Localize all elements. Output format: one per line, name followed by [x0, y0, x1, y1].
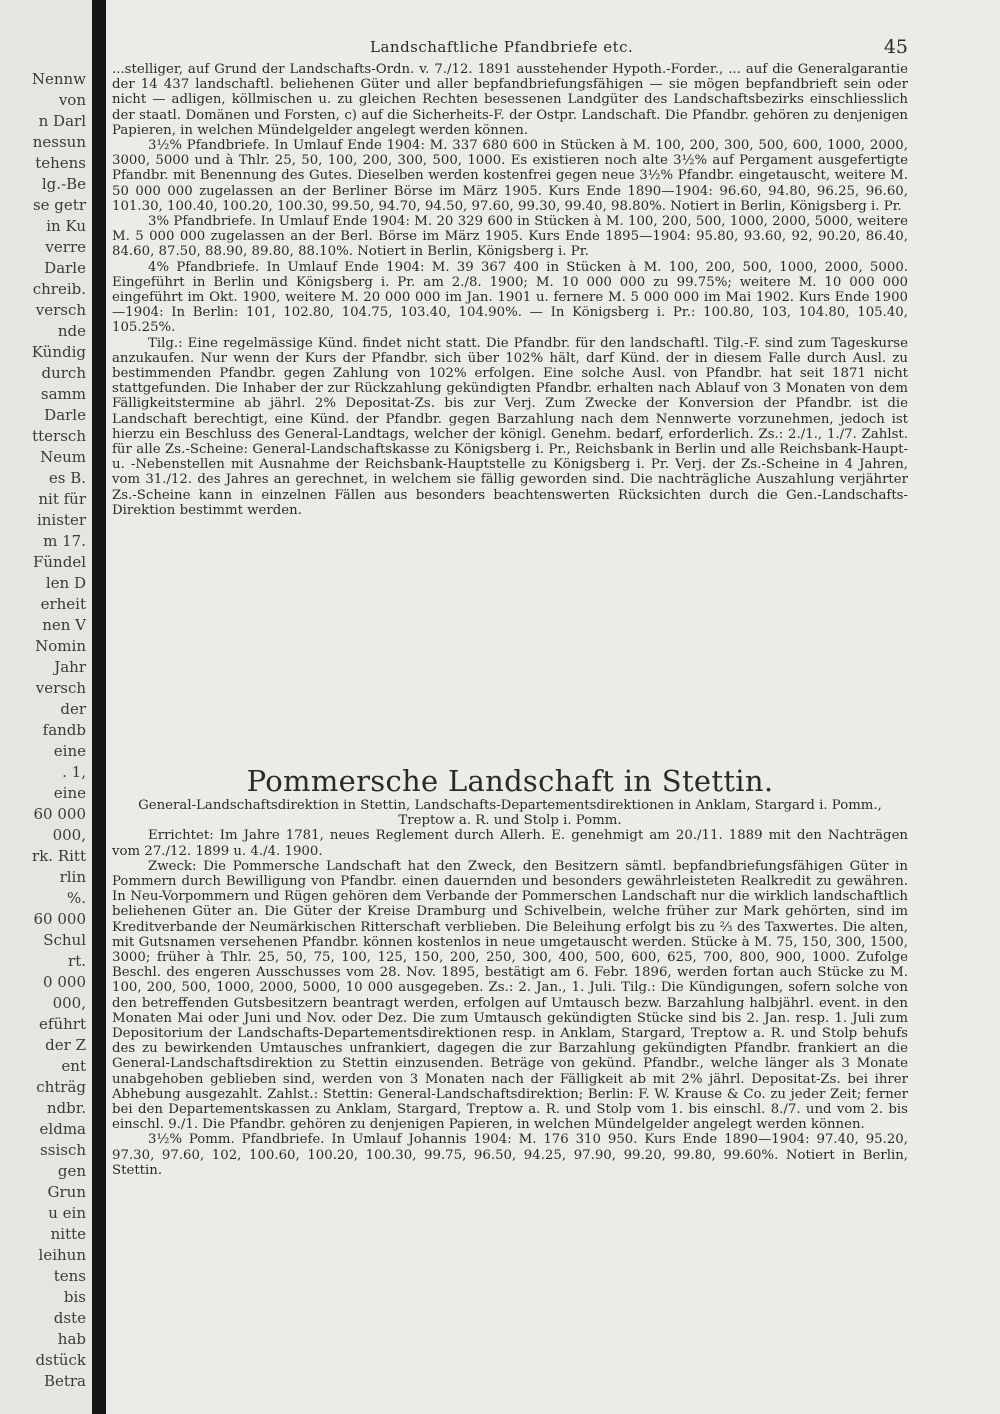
margin-fragment: leihun: [38, 1246, 86, 1264]
margin-fragment: gen: [57, 1162, 86, 1180]
margin-fragment: tens: [53, 1267, 86, 1285]
margin-fragment: eine: [53, 742, 86, 760]
margin-fragment: u ein: [48, 1204, 86, 1222]
running-header: [112, 38, 908, 62]
margin-fragment: 0 000: [43, 973, 86, 991]
margin-fragment: 000,: [52, 994, 86, 1012]
margin-fragment: ssisch: [40, 1141, 86, 1159]
pommersche-landschaft-section: [112, 798, 908, 1178]
margin-fragment: eführt: [39, 1015, 86, 1033]
margin-fragment: Darle: [44, 259, 86, 277]
margin-fragment: %.: [66, 889, 86, 907]
margin-fragment: es B.: [48, 469, 86, 487]
page-number: 45: [883, 36, 908, 58]
margin-fragment: Fündel: [32, 553, 86, 571]
margin-fragment: verre: [45, 238, 86, 256]
margin-fragment: der: [60, 700, 86, 718]
margin-fragment: Neum: [40, 448, 86, 466]
margin-fragment: Nomin: [35, 637, 86, 655]
margin-fragment: durch: [41, 364, 86, 382]
margin-fragment: der Z: [45, 1036, 86, 1054]
margin-fragment: tehens: [35, 154, 86, 172]
margin-fragment: chträg: [36, 1078, 86, 1096]
margin-fragment: 60 000: [33, 805, 86, 823]
pfandbriefe-3-paragraph: 3% Pfandbriefe. In Umlauf Ende 1904: M. 20 329 600 in Stücken à M. 100, 200, 500, 1000, 2000, 5000, weitere M. 5 000 000 zugelassen an der Berl. Börse im März 1905. Kurs Ende 1895—1904: 95.80, 93.60, 92, 90.20, 86.40, 84.60, 87.50, 88.90, 89.80, 88.10%. Notiert in Berlin, Königsberg i. Pr.: [112, 214, 908, 260]
margin-fragment: ent: [61, 1057, 86, 1075]
errichtet-paragraph: Errichtet: Im Jahre 1781, neues Reglement durch Allerh. E. genehmigt am 20./11. 1889 mit den Nachträgen vom 27./12. 1899 u. 4./4. 1900.: [112, 828, 908, 859]
tilgung-paragraph: Tilg.: Eine regelmässige Künd. findet nicht statt. Die Pfandbr. für den landschaftl. Tilg.-F. sind zum Tageskurse anzukaufen. Nur wenn der Kurs der Pfandbr. sich über 102% hält, darf Künd. der in diesem Falle durch Ausl. zu bestimmenden Pfandbr. gegen Zahlung von 102% erfolgen. Eine solche Ausl. von Pfandbr. hat seit 1871 nicht stattgefunden. Die Inhaber der zur Rückzahlung gekündigten Pfandbr. erhalten nach Ablauf von 3 Monaten von dem Fälligkeitstermine ab jährl. 2% Depositat-Zs. bis zur Verj. Zum Zwecke der Konversion der Pfandbr. ist die Landschaft berechtigt, eine Künd. der Pfandbr. gegen Barzahlung nach dem Nennwerte vorzunehmen, jedoch ist hierzu ein Beschluss des General-Landtags, welcher der königl. Genehm. bedarf, erforderlich. Zs.: 2./1., 1./7. Zahlst. für alle Zs.-Scheine: General-Landschaftskasse zu Königsberg i. Pr., Reichsbank in Berlin und alle Reichsbank-Haupt- u. -Nebenstellen mit Ausnahme der Reichsbank-Hauptstelle zu Königsberg i. Pr. Verj. der Zs.-Scheine in 4 Jahren, vom 31./12. des Jahres an gerechnet, in welchem sie fällig geworden sind. Die nachträgliche Auszahlung verjährter Zs.-Scheine kann in einzelnen Fällen aus besonders beachtenswerten Rücksichten durch die Gen.-Landschafts-Direktion bestimmt werden.: [112, 335, 908, 518]
pfandbriefe-3-5-paragraph: 3½% Pfandbriefe. In Umlauf Ende 1904: M. 337 680 600 in Stücken à M. 100, 200, 300, 500, 600, 1000, 2000, 3000, 5000 und à Thlr. 25, 50, 100, 200, 300, 500, 1000. Es existieren noch alte 3½% auf Pergament ausgefertigte Pfandbr. mit Benennung des Gutes. Dieselben werden kostenfrei gegen neue 3½% Pfandbr. eingetauscht, weitere M. 50 000 000 zugelassen an der Berliner Börse im März 1905. Kurs Ende 1890—1904: 96.60, 94.80, 96.25, 96.60, 101.30, 100.40, 100.20, 100.30, 99.50, 94.70, 94.50, 97.60, 99.30, 99.40, 98.80%. Notiert in Berlin, Königsberg i. Pr.: [112, 138, 908, 214]
margin-fragment: . 1,: [62, 763, 86, 781]
section-title: Pommersche Landschaft in Stettin.: [246, 764, 774, 798]
margin-fragment: lg.-Be: [41, 175, 86, 193]
margin-fragment: inister: [36, 511, 86, 529]
margin-fragment: ttersch: [32, 427, 86, 445]
margin-fragment: versch: [35, 301, 86, 319]
margin-fragment: rlin: [59, 868, 86, 886]
margin-fragment: Jahr: [54, 658, 86, 676]
margin-fragment: dstück: [35, 1351, 86, 1369]
margin-fragment: Grun: [47, 1183, 86, 1201]
margin-fragment: nitte: [50, 1225, 86, 1243]
margin-fragment: eldma: [39, 1120, 86, 1138]
margin-fragment: m 17.: [43, 532, 86, 550]
margin-fragment: 60 000: [33, 910, 86, 928]
binding-shadow: [92, 0, 106, 1414]
margin-fragment: bis: [63, 1288, 86, 1306]
margin-fragment: nen V: [42, 616, 86, 634]
running-title: Landschaftliche Pfandbriefe etc.: [370, 38, 634, 56]
margin-fragment: in Ku: [46, 217, 86, 235]
margin-fragment: fandb: [42, 721, 86, 739]
pomm-pfandbriefe-paragraph: 3½% Pomm. Pfandbriefe. In Umlauf Johannis 1904: M. 176 310 950. Kurs Ende 1890—1904: 97.40, 95.20, 97.30, 97.60, 102, 100.60, 100.20, 100.30, 99.75, 96.50, 94.25, 97.90, 99.20, 99.80, 99.60%. Notiert in Berlin, Stettin.: [112, 1132, 908, 1178]
section-subtitle: General-Landschaftsdirektion in Stettin, Landschafts-Departementsdirektionen in Anklam, Stargard i. Pomm., Treptow a. R. und Stolp i. Pomm.: [138, 798, 882, 829]
pfandbriefe-4-paragraph: 4% Pfandbriefe. In Umlauf Ende 1904: M. 39 367 400 in Stücken à M. 100, 200, 500, 1000, 2000, 5000. Eingeführt in Berlin und Königsberg i. Pr. am 2./8. 1900; M. 10 000 000 zu 99.75%; weitere M. 10 000 000 eingeführt im Okt. 1900, weitere M. 20 000 000 im Jan. 1901 u. fernere M. 5 000 000 im Mai 1902. Kurs Ende 1900—1904: In Berlin: 101, 102.80, 104.75, 103.40, 104.90%. — In Königsberg i. Pr.: 100.80, 103, 104.80, 105.40, 105.25%.: [112, 259, 908, 336]
margin-fragment: erheit: [40, 595, 86, 613]
margin-fragment: rt.: [68, 952, 86, 970]
margin-fragment: nit für: [38, 490, 86, 508]
ostpreussische-pfandbriefe-section: [112, 62, 908, 518]
margin-fragment: dste: [53, 1309, 86, 1327]
margin-fragment: Kündig: [31, 343, 86, 361]
margin-fragment: Nennw: [31, 70, 86, 88]
margin-fragment: hab: [57, 1330, 86, 1348]
margin-fragment: Schul: [43, 931, 86, 949]
margin-fragment: von: [58, 91, 86, 109]
margin-fragment: rk. Ritt: [32, 847, 86, 865]
margin-fragment: 000,: [52, 826, 86, 844]
margin-fragment: ndbr.: [46, 1099, 86, 1117]
margin-fragment: samm: [40, 385, 86, 403]
margin-fragment: len D: [45, 574, 86, 592]
margin-fragment: eine: [53, 784, 86, 802]
book-page: [112, 0, 908, 1414]
margin-fragment: versch: [35, 679, 86, 697]
zweck-paragraph: Zweck: Die Pommersche Landschaft hat den Zweck, den Besitzern sämtl. bepfandbriefungsfähigen Güter in Pommern durch Bewilligung von Pfandbr. einen dauernden und besonders gewährleisteten Realkredit zu gewähren. In Neu-Vorpommern und Rügen gehören dem Verbande der Pommerschen Landschaft nur die wirklich landschaftlich beliehenen Güter an. Die Güter der Kreise Dramburg und Schivelbein, welche früher zur Mark gehörten, sind im Kreditverbande der Neumärkischen Ritterschaft verblieben. Die Beleihung erfolgt bis zu ⅔ des Taxwertes. Die alten, mit Gutsnamen versehenen Pfandbr. können kostenlos in neue umgetauscht werden. Stücke à M. 75, 150, 300, 1500, 3000; früher à Thlr. 25, 50, 75, 100, 125, 150, 200, 250, 300, 400, 500, 600, 625, 700, 800, 900, 1000. Zufolge Beschl. des engeren Ausschusses vom 28. Nov. 1895, bestätigt am 6. Febr. 1896, werden fortan auch Stücke zu M. 100, 200, 500, 1000, 2000, 5000, 10 000 ausgegeben. Zs.: 2. Jan., 1. Juli. Tilg.: Die Kündigungen, sofern solche von den betreffenden Gutsbesitzern beantragt werden, erfolgen auf Umtausch bezw. Barzahlung halbjährl. event. in den Monaten Mai oder Juni und Nov. oder Dez. Die zum Umtausch gekündigten Stücke sind bis 2. Jan. resp. 1. Juli zum Depositorium der Landschafts-Departementsdirektionen resp. in Anklam, Stargard, Treptow a. R. und Stolp behufs des zu bewirkenden Umtausches unfrankiert, dagegen die zur Barzahlung gekündigten Pfandbr. frankiert an die General-Landschaftsdirektion zu Stettin einzusenden. Beträge von gekünd. Pfandbr., welche länger als 3 Monate unabgehoben geblieben sind, werden von 3 Monaten nach der Fälligkeit ab mit 2% jährl. Depositat-Zs. bei ihrer Abhebung ausgezahlt. Zahlst.: Stettin: General-Landschaftsdirektion; Berlin: F. W. Krause & Co. zu jeder Zeit; ferner bei den Departementskassen zu Anklam, Stargard, Treptow a. R. und Stolp vom 1. bis einschl. 8./7. und vom 2. bis einschl. 9./1. Die Pfandbr. gehören zu denjenigen Papieren, in welchen Mündelgelder angelegt werden können.: [112, 858, 908, 1133]
margin-fragment: Betra: [43, 1372, 86, 1390]
intro-paragraph: ...stelliger, auf Grund der Landschafts-Ordn. v. 7./12. 1891 ausstehender Hypoth.-Forder., ... auf die Generalgarantie der 14 437 landschaftl. beliehenen Güter und aller bepfandbriefungsfähigen — sie mögen bepfandbrieft sein oder nicht — adligen, köllmischen u. zu gleichen Rechten besessenen Landgüter des Landschaftsbezirks einschliesslich der staatl. Domänen und Forsten, c) auf die Sicherheits-F. der Ostpr. Landschaft. Die Pfandbr. gehören zu denjenigen Papieren, in welchen Mündelgelder angelegt werden können.: [112, 62, 908, 138]
margin-fragment: chreib.: [32, 280, 86, 298]
margin-fragment: nessun: [32, 133, 86, 151]
left-margin-facing-page: [0, 0, 92, 1414]
margin-fragment: Darle: [44, 406, 86, 424]
margin-fragment: n Darl: [38, 112, 86, 130]
margin-fragment: nde: [57, 322, 86, 340]
margin-fragment: se getr: [32, 196, 86, 214]
